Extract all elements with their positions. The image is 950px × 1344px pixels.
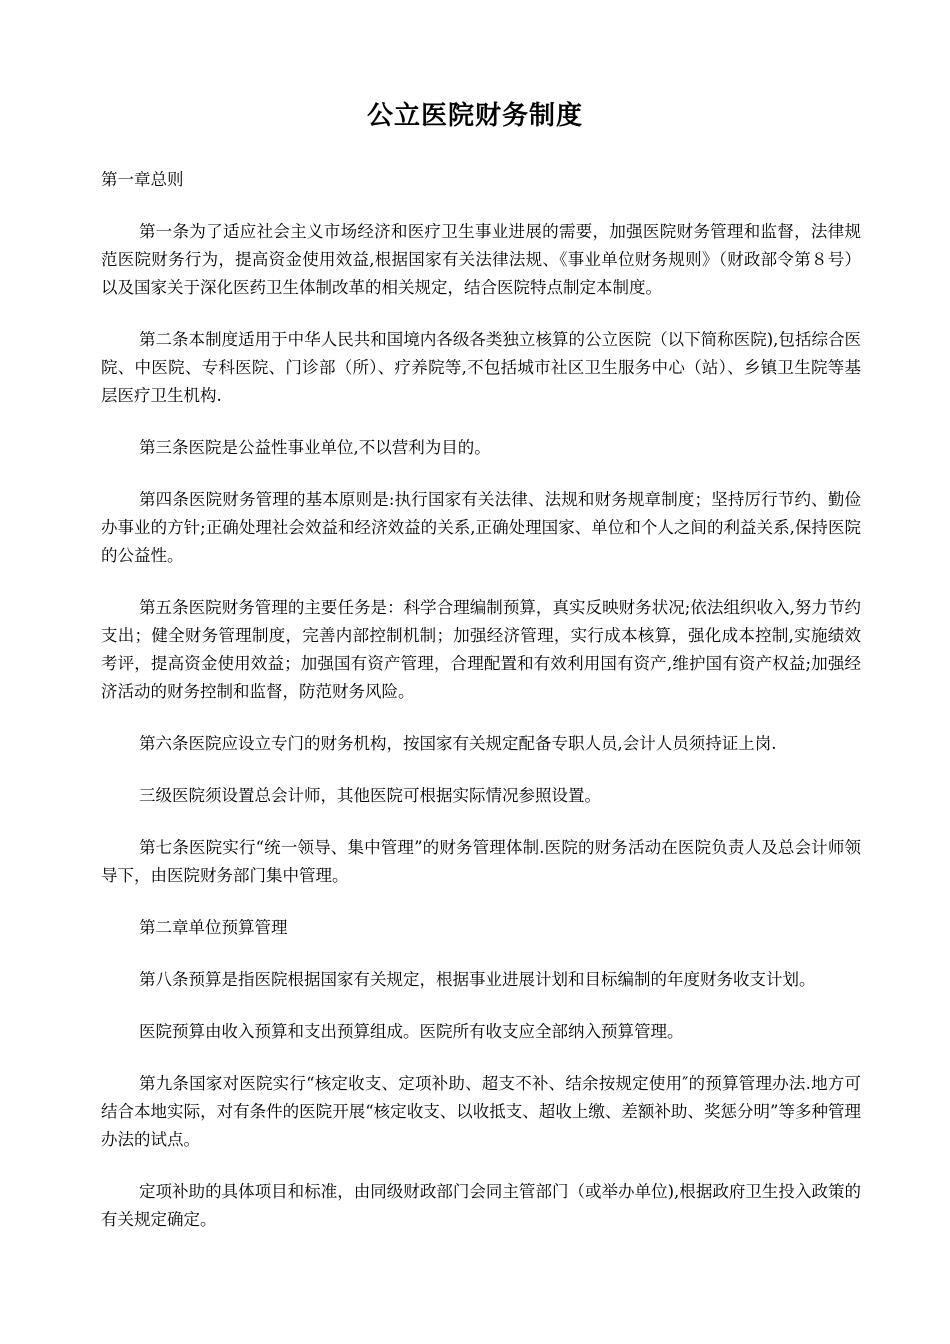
chapter-heading-1: 第一章总则 — [101, 170, 184, 189]
article-1: 第一条为了适应社会主义市场经济和医疗卫生事业进展的需要，加强医院财务管理和监督，法律规范医院财务行为，提高资金使用效益,根据国家有关法律法规、《事业单位财务规则》（财政部令第８号）以及国家关于深化医药卫生体制改革的相关规定，结合医院特点制定本制度。 — [101, 222, 861, 297]
article-8-note: 医院预算由收入预算和支出预算组成。医院所有收支应全部纳入预算管理。 — [139, 1022, 684, 1041]
article-7: 第七条医院实行“统一领导、集中管理”的财务管理体制.医院的财务活动在医院负责人及总会计师领导下，由医院财务部门集中管理。 — [101, 838, 861, 885]
article-3: 第三条医院是公益性事业单位,不以营利为目的。 — [139, 438, 491, 457]
article-5: 第五条医院财务管理的主要任务是：科学合理编制预算，真实反映财务状况;依法组织收入,努力节约支出；健全财务管理制度，完善内部控制机制；加强经济管理，实行成本核算，强化成本控制,实施绩效考评，提高资金使用效益；加强国有资产管理，合理配置和有效利用国有资产,维护国有资产权益;加强经济活动的财务控制和监督，防范财务风险。 — [101, 598, 861, 701]
article-4: 第四条医院财务管理的基本原则是:执行国家有关法律、法规和财务规章制度；坚持厉行节约、勤俭办事业的方针;正确处理社会效益和经济效益的关系,正确处理国家、单位和个人之间的利益关系,保持医院的公益性。 — [101, 490, 861, 565]
page-title: 公立医院财务制度 — [366, 101, 583, 131]
article-9-note: 定项补助的具体项目和标准，由同级财政部门会同主管部门（或举办单位),根据政府卫生投入政策的有关规定确定。 — [101, 1182, 861, 1229]
chapter-heading-2: 第二章单位预算管理 — [139, 918, 288, 937]
article-6-note: 三级医院须设置总会计师，其他医院可根据实际情况参照设置。 — [139, 786, 601, 805]
article-2: 第二条本制度适用于中华人民共和国境内各级各类独立核算的公立医院（以下简称医院),包括综合医院、中医院、专科医院、门诊部（所）、疗养院等,不包括城市社区卫生服务中心（站）、乡镇卫生院等基层医疗卫生机构. — [101, 330, 861, 405]
document-body — [101, 166, 861, 1234]
article-6: 第六条医院应设立专门的财务机构，按国家有关规定配备专职人员,会计人员须持证上岗. — [139, 734, 777, 753]
article-9: 第九条国家对医院实行“核定收支、定项补助、超支不补、结余按规定使用″的预算管理办法.地方可结合本地实际，对有条件的医院开展“核定收支、以收抵支、超收上缴、差额补助、奖惩分明”等多种管理办法的试点。 — [101, 1074, 861, 1149]
article-8: 第八条预算是指医院根据国家有关规定，根据事业进展计划和目标编制的年度财务收支计划。 — [139, 970, 816, 989]
